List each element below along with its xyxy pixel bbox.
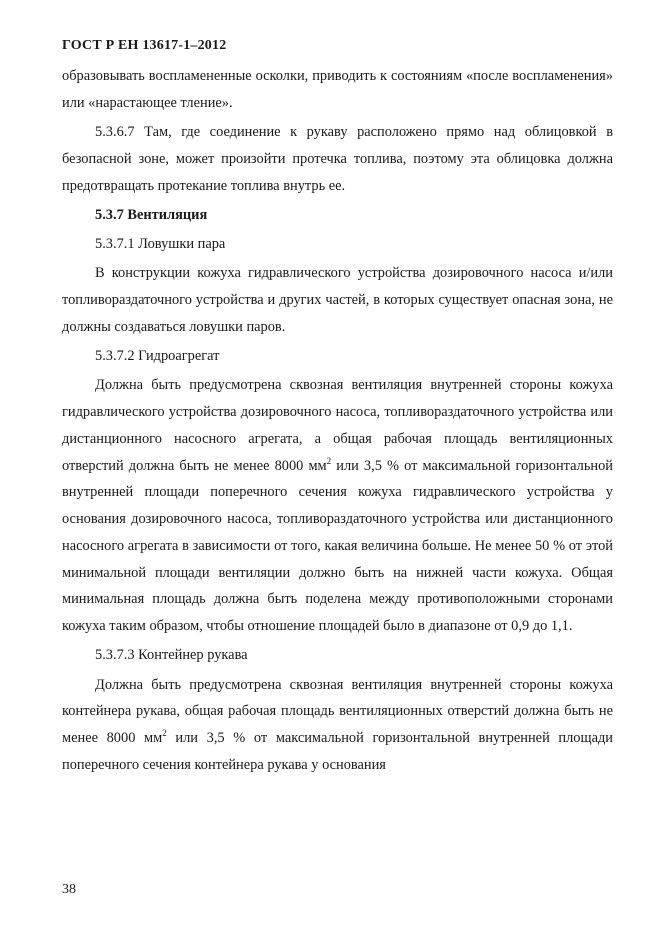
superscript-2: 2 — [326, 455, 332, 466]
document-body — [62, 63, 613, 781]
paragraph-hydro-unit-part1: Должна быть предусмотрена сквозная вентиляция внутренней стороны кожуха гидравлического устройства дозировочного насоса, топливораздаточного устройства или дистанционного насосного агрегата, а общая рабочая площадь вентиляционных отверстий должна быть не менее 8000 мм — [62, 377, 613, 474]
paragraph-vapor-traps: В конструкции кожуха гидравлического устройства дозировочного насоса и/или топливораздаточного устройства и других частей, в которых существует опасная зона, не должны создаваться ловушки паров. — [62, 265, 613, 335]
subsection-heading-vapor-traps: 5.3.7.1 Ловушки пара — [95, 235, 226, 252]
paragraph-hydro-unit-part2: или 3,5 % от максимальной горизонтальной внутренней площади поперечного сечения кожуха гидравлического устройства у основания дозировочного насоса, топливораздаточного устройства или дистанционного насосного агрегата в зависимости от того, какая величина больше. Не менее 50 % от этой минимальной площади вентиляции должно быть на нижней части кожуха. Общая минимальная площадь должна быть поделена между противоположными сторонами кожуха таким образом, чтобы отношение площадей было в диапазоне от 0,9 до 1,1. — [62, 457, 613, 635]
superscript-2: 2 — [162, 728, 167, 739]
paragraph-hose-container-part2: или 3,5 % от максимальной горизонтальной внутренней площади поперечного сечения контейнера рукава у основания — [62, 730, 613, 774]
paragraph-hose-container-part1: Должна быть предусмотрена сквозная вентиляция внутренней стороны кожуха контейнера рукава, общая рабочая площадь вентиляционных отверстий должна быть не менее 8000 мм — [62, 676, 613, 747]
paragraph-continuation: образовывать воспламененные осколки, приводить к состояниям «после воспламенения» или «нарастающее тление». — [62, 68, 613, 111]
document-header: ГОСТ Р ЕН 13617-1–2012 — [62, 38, 227, 53]
paragraph-hydro-unit — [62, 372, 613, 640]
page-number: 38 — [62, 882, 76, 897]
section-heading-ventilation: 5.3.7 Вентиляция — [95, 206, 208, 223]
subsection-heading-hydro-unit: 5.3.7.2 Гидроагрегат — [95, 347, 220, 364]
paragraph-hose-container — [62, 672, 613, 779]
subsection-heading-hose-container: 5.3.7.3 Контейнер рукава — [95, 647, 248, 664]
paragraph-5-3-6-7: 5.3.6.7 Там, где соединение к рукаву расположено прямо над облицовкой в безопасной зоне, может произойти протечка топлива, поэтому эта облицовка должна предотвращать протекание топлива внутрь ее. — [62, 123, 613, 194]
